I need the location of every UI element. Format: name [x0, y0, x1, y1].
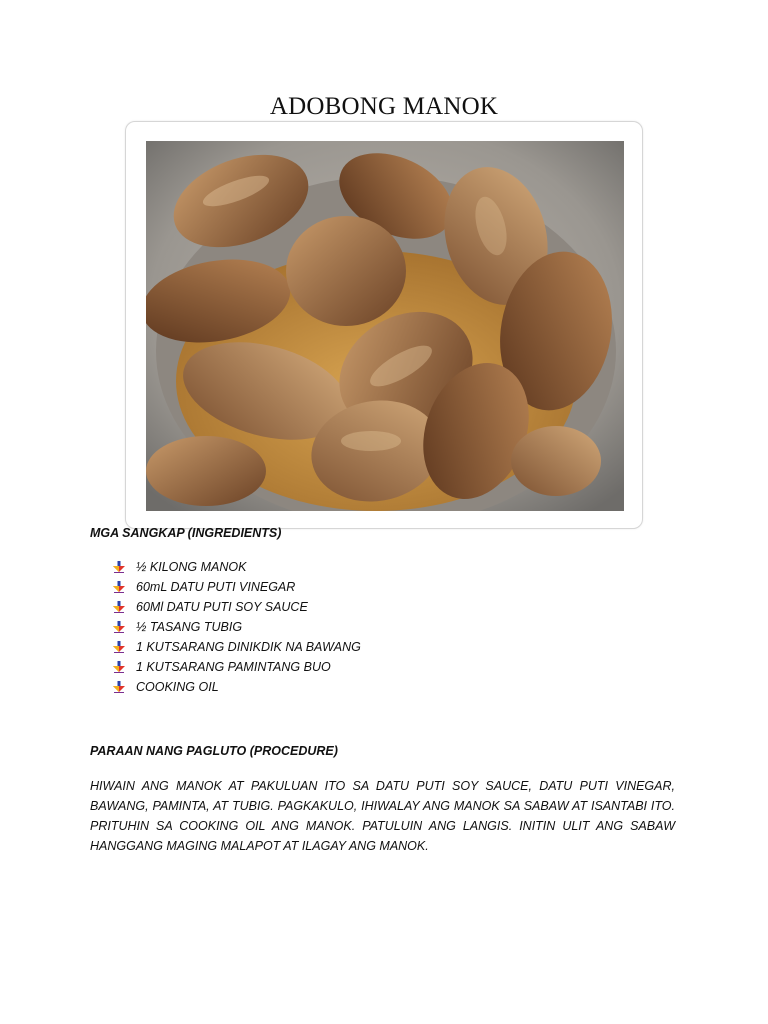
ingredient-label: ½ TASANG TUBIG [136, 620, 243, 634]
ingredient-label: 60mL DATU PUTI VINEGAR [136, 580, 296, 594]
procedure-heading: PARAAN NANG PAGLUTO (PROCEDURE) [90, 744, 338, 758]
arrow-bullet-icon [113, 641, 125, 653]
ingredient-label: 1 KUTSARANG DINIKDIK NA BAWANG [136, 640, 361, 654]
ingredients-heading: MGA SANGKAP (INGREDIENTS) [90, 526, 282, 540]
arrow-bullet-icon [113, 561, 125, 573]
document-title: ADOBONG MANOK [269, 93, 499, 120]
arrow-bullet-icon [113, 601, 125, 613]
ingredient-label: 1 KUTSARANG PAMINTANG BUO [136, 660, 331, 674]
ingredient-label: COOKING OIL [136, 680, 219, 694]
arrow-bullet-icon [113, 581, 125, 593]
ingredient-label: 60Ml DATU PUTI SOY SAUCE [136, 600, 308, 614]
arrow-bullet-icon [113, 681, 125, 693]
arrow-bullet-icon [113, 661, 125, 673]
arrow-bullet-icon [113, 621, 125, 633]
procedure-paragraph: HIWAIN ANG MANOK AT PAKULUAN ITO SA DATU PUTI SOY SAUCE, DATU PUTI VINEGAR, BAWANG, PAMINTA, AT TUBIG. PAGKAKULO, IHIWALAY ANG MANOK SA SABAW AT ISANTABI ITO. PRITUHIN SA COOKING OIL ANG MANOK. PATULUIN ANG LANGIS. INITIN ULIT ANG SABAW HANGGANG MAGING MALAPOT AT ILAGAY ANG MANOK. [90, 779, 675, 853]
ingredient-label: ½ KILONG MANOK [136, 560, 247, 574]
photo-frame [125, 121, 643, 529]
adobo-photo [146, 141, 624, 511]
